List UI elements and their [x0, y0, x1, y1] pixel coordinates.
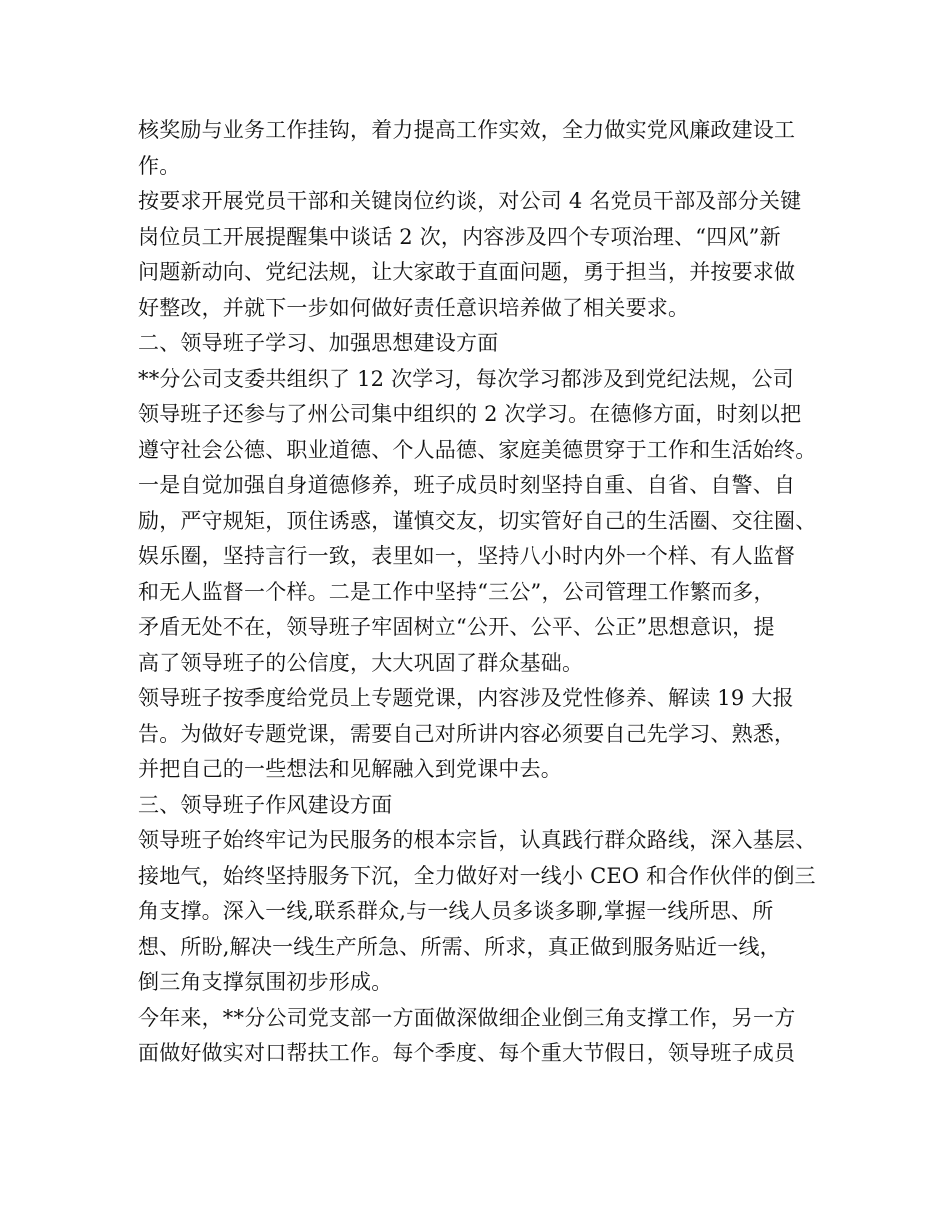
text-line: 励，严守规矩，顶住诱惑，谨慎交友，切实管好自己的生活圈、交往圈、	[138, 508, 817, 533]
text-line: 告。为做好专题党课，需要自己对所讲内容必须要自己先学习、熟悉，	[138, 721, 796, 746]
text-line: 问题新动向、党纪法规，让大家敢于直面问题，勇于担当，并按要求做	[138, 260, 796, 284]
text-line: 领导班子始终牢记为民服务的根本宗旨，认真践行群众路线，深入基层、	[138, 828, 817, 852]
text-line: 和无人监督一个样。二是工作中坚持“三公”，公司管理工作繁而多，	[138, 579, 775, 604]
text-line: 作。	[138, 153, 181, 178]
document-body	[138, 113, 828, 1072]
text-line: 娱乐圈，坚持言行一致，表里如一，坚持八小时内外一个样、有人监督	[138, 544, 796, 568]
text-line: 今年来，**分公司党支部一方面做深做细企业倒三角支撑工作，另一方	[138, 1005, 796, 1030]
text-line: 一是自觉加强自身道德修养，班子成员时刻坚持自重、自省、自警、自	[138, 473, 796, 497]
text-line: 好整改，并就下一步如何做好责任意识培养做了相关要求。	[138, 295, 690, 320]
text-line: 核奖励与业务工作挂钩，着力提高工作实效，全力做实党风廉政建设工	[138, 118, 796, 142]
text-line: 接地气，始终坚持服务下沉，全力做好对一线小 CEO 和合作伙伴的倒三	[138, 863, 816, 888]
text-line: 面做好做实对口帮扶工作。每个季度、每个重大节假日，领导班子成员	[138, 1041, 796, 1065]
text-line: 岗位员工开展提醒集中谈话 2 次，内容涉及四个专项治理、“四风”新	[138, 224, 781, 249]
text-line: 遵守社会公德、职业道德、个人品德、家庭美德贯穿于工作和生活始终。	[138, 437, 817, 462]
section-heading: 二、领导班子学习、加强思想建设方面	[138, 331, 499, 355]
text-line: 角支撑。深入一线,联系群众,与一线人员多谈多聊,掌握一线所思、所	[138, 899, 774, 923]
text-line: 领导班子按季度给党员上专题党课，内容涉及党性修养、解读 19 大报	[138, 686, 794, 710]
text-line: 想、所盼,解决一线生产所急、所需、所求，真正做到服务贴近一线，	[138, 934, 781, 959]
section-heading: 三、领导班子作风建设方面	[138, 792, 393, 817]
text-line: 并把自己的一些想法和见解融入到党课中去。	[138, 757, 562, 781]
text-line: 按要求开展党员干部和关键岗位约谈，对公司 4 名党员干部及部分关键	[138, 189, 802, 213]
text-line: 领导班子还参与了州公司集中组织的 2 次学习。在德修方面，时刻以把	[138, 402, 802, 426]
text-line: 倒三角支撑氛围初步形成。	[138, 970, 393, 994]
text-line: **分公司支委共组织了 12 次学习，每次学习都涉及到党纪法规，公司	[138, 366, 794, 391]
text-line: 矛盾无处不在，领导班子牢固树立“公开、公平、公正”思想意识，提	[138, 615, 775, 639]
text-line: 高了领导班子的公信度，大大巩固了群众基础。	[138, 650, 584, 675]
